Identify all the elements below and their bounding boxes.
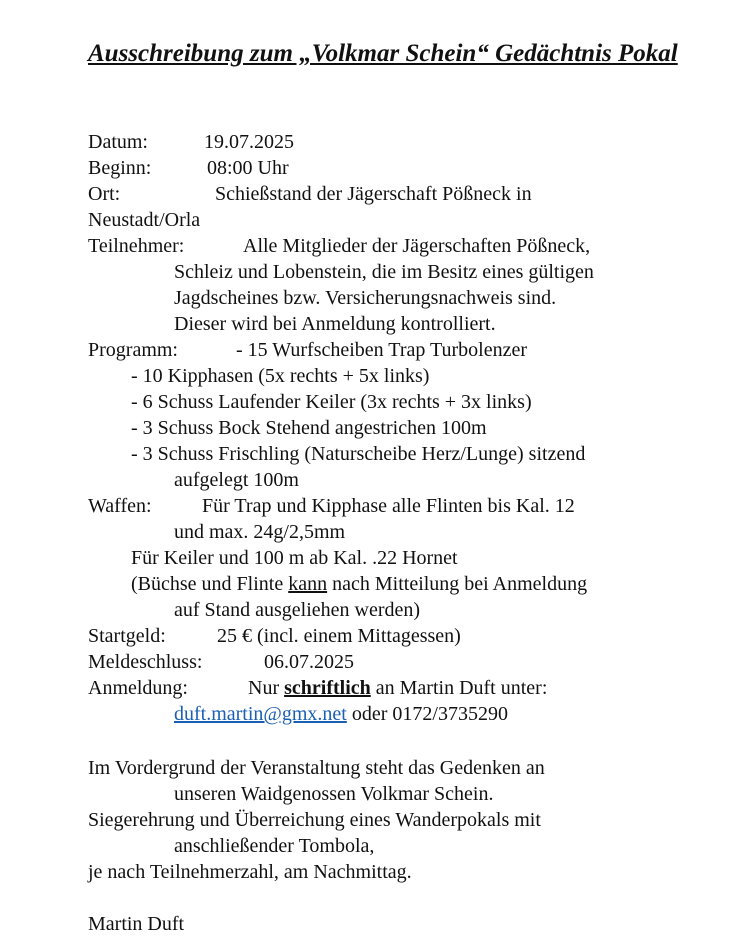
anmeldung-value: [248, 675, 547, 701]
anmeldung-contact: [174, 701, 508, 727]
ort-value: Schießstand der Jägerschaft Pößneck in: [215, 183, 532, 205]
beginn-label: Beginn:: [88, 157, 152, 179]
signature: Martin Duft: [88, 913, 185, 935]
page-title: Ausschreibung zum „Volkmar Schein“ Gedächtnis Pokal: [88, 40, 678, 67]
waffen-continuation: und max. 24g/2,5mm: [174, 521, 346, 543]
teilnehmer-value: Alle Mitglieder der Jägerschaften Pößneck,: [243, 235, 591, 257]
teilnehmer-line: Jagdscheines bzw. Versicherungsnachweis sind.: [174, 287, 557, 309]
waffen-keiler: Für Keiler und 100 m ab Kal. .22 Hornet: [131, 547, 458, 569]
waffen-value: Für Trap und Kipphase alle Flinten bis Kal. 12: [202, 495, 575, 517]
teilnehmer-label: Teilnehmer:: [88, 235, 185, 257]
email-link[interactable]: duft.martin@gmx.net: [174, 703, 347, 725]
startgeld-value: 25 € (incl. einem Mittagessen): [217, 625, 461, 647]
waffen-note-post: nach Mitteilung bei Anmeldung: [327, 573, 588, 595]
programm-value: - 15 Wurfscheiben Trap Turbolenzer: [236, 339, 528, 361]
waffen-note: [131, 571, 587, 597]
waffen-note-continuation: auf Stand ausgeliehen werden): [174, 599, 421, 621]
teilnehmer-line: Schleiz und Lobenstein, die im Besitz eines gültigen: [174, 261, 594, 283]
programm-item: - 3 Schuss Frischling (Naturscheibe Herz/Lunge) sitzend: [131, 443, 586, 465]
anmeldung-pre: Nur: [248, 677, 285, 699]
anmeldung-bold: schriftlich: [284, 677, 371, 699]
meldeschluss-value: 06.07.2025: [264, 651, 354, 673]
paragraph-line: unseren Waidgenossen Volkmar Schein.: [174, 783, 494, 805]
meldeschluss-label: Meldeschluss:: [88, 651, 203, 673]
datum-label: Datum:: [88, 131, 148, 153]
paragraph-line: Im Vordergrund der Veranstaltung steht das Gedenken an: [88, 757, 545, 779]
programm-item: - 10 Kipphasen (5x rechts + 5x links): [131, 365, 430, 387]
programm-item: - 3 Schuss Bock Stehend angestrichen 100m: [131, 417, 487, 439]
paragraph-line: je nach Teilnehmerzahl, am Nachmittag.: [88, 861, 412, 883]
paragraph-line: anschließender Tombola,: [174, 835, 375, 857]
waffen-note-pre: (Büchse und Flinte: [131, 573, 289, 595]
ort-label: Ort:: [88, 183, 121, 205]
waffen-label: Waffen:: [88, 495, 152, 517]
waffen-note-underlined: kann: [288, 573, 328, 595]
teilnehmer-line: Dieser wird bei Anmeldung kontrolliert.: [174, 313, 496, 335]
anmeldung-label: Anmeldung:: [88, 677, 188, 699]
paragraph-line: Siegerehrung und Überreichung eines Wanderpokals mit: [88, 809, 541, 831]
datum-value: 19.07.2025: [204, 131, 294, 153]
startgeld-label: Startgeld:: [88, 625, 166, 647]
programm-continuation: aufgelegt 100m: [174, 469, 299, 491]
ort-continuation: Neustadt/Orla: [88, 209, 201, 231]
phone-text: oder 0172/3735290: [346, 703, 508, 725]
programm-item: - 6 Schuss Laufender Keiler (3x rechts + 3x links): [131, 391, 532, 413]
anmeldung-post: an Martin Duft unter:: [370, 677, 548, 699]
beginn-value: 08:00 Uhr: [207, 157, 289, 179]
programm-label: Programm:: [88, 339, 178, 361]
